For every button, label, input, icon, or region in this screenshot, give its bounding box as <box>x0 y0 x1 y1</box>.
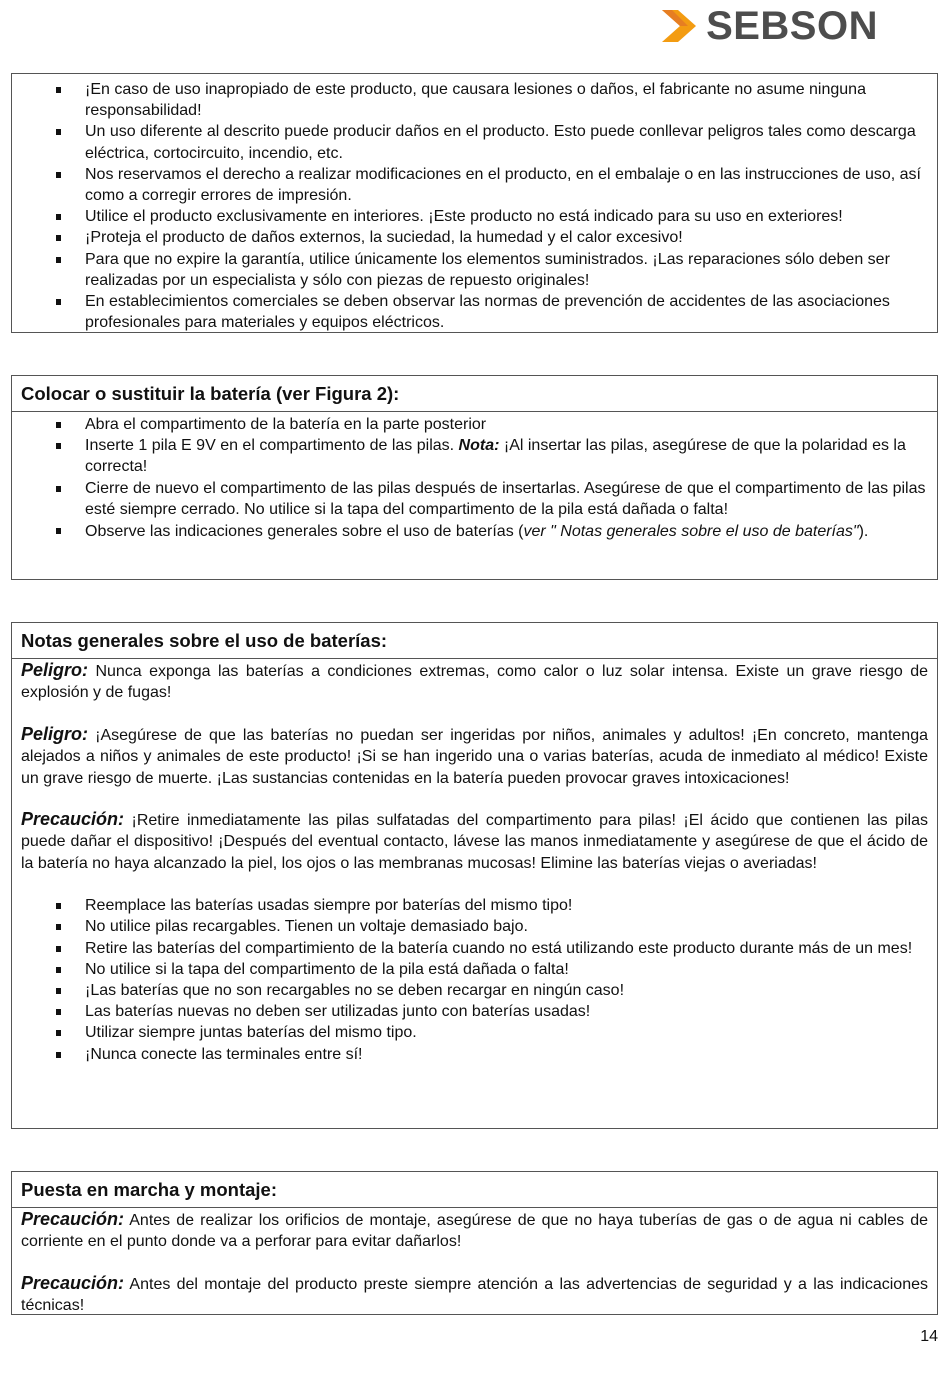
item-text: ¡Al insertar las pilas, asegúrese de que la polaridad es la correcta! <box>85 437 906 476</box>
sebson-chevron-icon <box>658 8 698 44</box>
caution-label: Precaución: <box>21 1209 125 1229</box>
warning-paragraph <box>12 724 937 789</box>
list-item: Un uso diferente al descrito puede producir daños en el producto. Esto puede conllevar peligros tales como descarga eléctrica, cortocircuito, incendio, etc. <box>12 121 937 163</box>
brand-name: SEBSON <box>706 4 878 48</box>
section-title: Notas generales sobre el uso de baterías: <box>12 623 937 659</box>
item-text: ). <box>858 523 869 541</box>
list-item: ¡Proteja el producto de daños externos, la suciedad, la humedad y el calor excesivo! <box>12 227 937 248</box>
list-item: No utilice si la tapa del compartimento de la pila está dañada o falta! <box>12 959 937 980</box>
safety-list <box>12 79 937 333</box>
list-item: ¡En caso de uso inapropiado de este producto, que causara lesiones o daños, el fabricante no asume ninguna responsabilidad! <box>12 79 937 121</box>
danger-label: Peligro: <box>21 723 89 744</box>
safety-box <box>11 73 938 333</box>
item-text: Inserte 1 pila E 9V en el compartimento de las pilas. <box>85 437 459 455</box>
paragraph-text: ¡Asegúrese de que las baterías no puedan ser ingeridas por niños, animales y adultos! ¡En concreto, mantenga alejados a niños y animales de este producto! ¡Si se han ingerido una o varias baterías, acuda de inmediato al médico! Existe un grave riesgo de muerte. ¡Las sustancias contenidas en la batería pueden provocar graves intoxicaciones! <box>21 726 928 787</box>
section-title: Colocar o sustituir la batería (ver Figura 2): <box>12 376 937 412</box>
list-item: Las baterías nuevas no deben ser utilizadas junto con baterías usadas! <box>12 1001 937 1022</box>
reference-text: ver " Notas generales sobre el uso de baterías" <box>523 523 859 541</box>
list-item: No utilice pilas recargables. Tienen un voltaje demasiado bajo. <box>12 916 937 937</box>
list-item: Abra el compartimento de la batería en la parte posterior <box>12 414 937 435</box>
page-number: 14 <box>920 1328 938 1345</box>
paragraph-text: Antes del montaje del producto preste siempre atención a las advertencias de seguridad y a las indicaciones técnicas! <box>21 1275 928 1315</box>
paragraph-text: Antes de realizar los orificios de montaje, asegúrese de que no haya tuberías de gas o de agua ni cables de corriente en el punto donde va a perforar para evitar dañarlos! <box>21 1212 928 1251</box>
section-title: Puesta en marcha y montaje: <box>12 1172 937 1208</box>
list-item: Utilice el producto exclusivamente en interiores. ¡Este producto no está indicado para su uso en exteriores! <box>12 206 937 227</box>
battery-list <box>12 412 937 544</box>
list-item <box>12 435 937 477</box>
item-text: Observe las indicaciones generales sobre el uso de baterías ( <box>85 523 524 541</box>
caution-paragraph <box>12 1273 937 1317</box>
caution-paragraph <box>12 809 937 874</box>
paragraph-text: Nunca exponga las baterías a condiciones extremas, como calor o luz solar intensa. Existe un grave riesgo de explosión y de fugas! <box>21 663 928 702</box>
brand-logo <box>658 4 878 48</box>
paragraph-text: ¡Retire inmediatamente las pilas sulfatadas del compartimento para pilas! ¡El ácido que contienen las pilas puede dañar el dispositivo! ¡Después del eventual contacto, lávese las manos inmediatamente y asegúrese de que el ácido de la batería no haya alcanzado la piel, los ojos o las membranas mucosas! Elimine las baterías viejas o averiadas! <box>21 812 928 872</box>
caution-label: Precaución: <box>21 1272 125 1293</box>
list-item <box>12 520 937 544</box>
list-item: Reemplace las baterías usadas siempre por baterías del mismo tipo! <box>12 895 937 916</box>
list-item: Nos reservamos el derecho a realizar modificaciones en el producto, en el embalaje o en las instrucciones de uso, así como a corregir errores de impresión. <box>12 164 937 206</box>
caution-paragraph <box>12 1209 937 1253</box>
setup-box <box>11 1171 938 1315</box>
caution-label: Precaución: <box>21 809 125 830</box>
list-item: Retire las baterías del compartimiento de la batería cuando no está utilizando este producto durante más de un mes! <box>12 938 937 959</box>
warning-paragraph <box>12 660 937 704</box>
list-item: ¡Las baterías que no son recargables no se deben recargar en ningún caso! <box>12 980 937 1001</box>
danger-label: Peligro: <box>21 660 89 680</box>
list-item: Cierre de nuevo el compartimento de las pilas después de insertarlas. Asegúrese de que el compartimento de las pilas esté siempre cerrado. No utilice si la tapa del compartimento de la pila está dañada o falta! <box>12 478 937 520</box>
list-item: Utilizar siempre juntas baterías del mismo tipo. <box>12 1022 937 1043</box>
battery-box <box>11 375 938 580</box>
note-label: Nota: <box>458 437 500 455</box>
notes-box <box>11 622 938 1129</box>
list-item: Para que no expire la garantía, utilice únicamente los elementos suministrados. ¡Las reparaciones sólo deben ser realizadas por un especialista y sólo con piezas de repuesto originales! <box>12 249 937 291</box>
list-item: En establecimientos comerciales se deben observar las normas de prevención de accidentes de las asociaciones profesionales para materiales y equipos eléctricos. <box>12 291 937 333</box>
list-item: ¡Nunca conecte las terminales entre sí! <box>12 1044 937 1065</box>
notes-list <box>12 895 937 1065</box>
